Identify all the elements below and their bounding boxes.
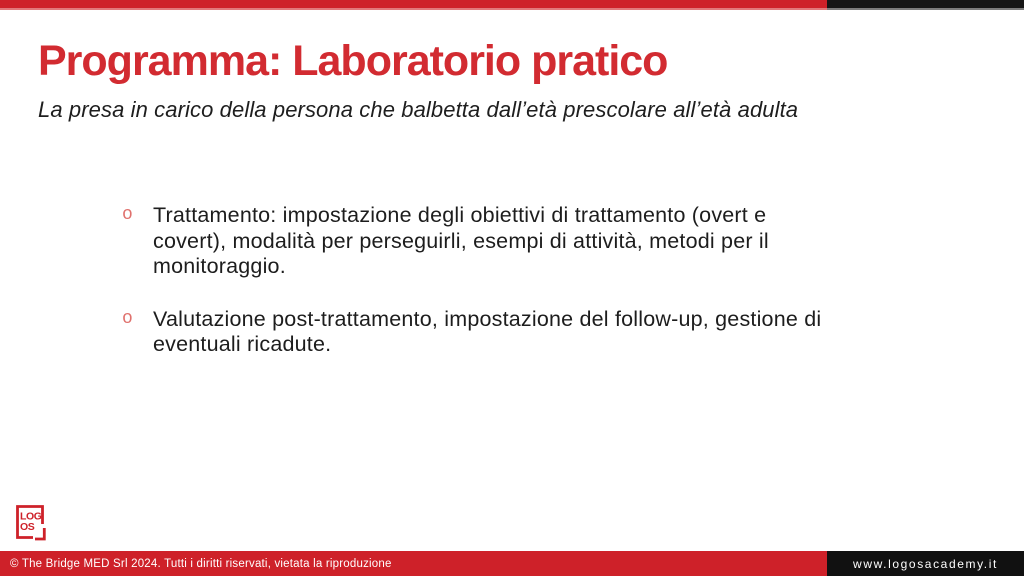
bullet-marker-icon: o — [122, 308, 133, 329]
top-accent-bar-black — [827, 0, 1024, 10]
bullet-item — [122, 203, 842, 280]
bullet-item — [122, 307, 842, 358]
logo-text-line2: OS — [20, 521, 35, 533]
footer-website: www.logosacademy.it — [853, 556, 998, 571]
footer-bar-black — [827, 551, 1024, 576]
logo-text-line1: LOG — [20, 510, 42, 523]
slide-subtitle: La presa in carico della persona che balbetta dall’età prescolare all’età adulta — [38, 97, 799, 122]
top-accent-bar-red — [0, 0, 827, 10]
bullet-marker-icon: o — [122, 205, 133, 225]
bullet-text: Valutazione post-trattamento, impostazione del follow-up, gestione di eventuali ricadute. — [153, 306, 822, 357]
bullet-list — [122, 203, 842, 385]
slide-title: Programma: Laboratorio pratico — [38, 37, 668, 85]
footer-copyright: © The Bridge MED Srl 2024. Tutti i diritti riservati, vietata la riproduzione — [10, 557, 392, 570]
logos-logo-icon — [15, 504, 46, 541]
footer-bar-red — [0, 551, 827, 576]
bullet-text: Trattamento: impostazione degli obiettivi di trattamento (overt e covert), modalità per perseguirli, esempi di attività, metodi per il monitoraggio. — [153, 203, 769, 279]
